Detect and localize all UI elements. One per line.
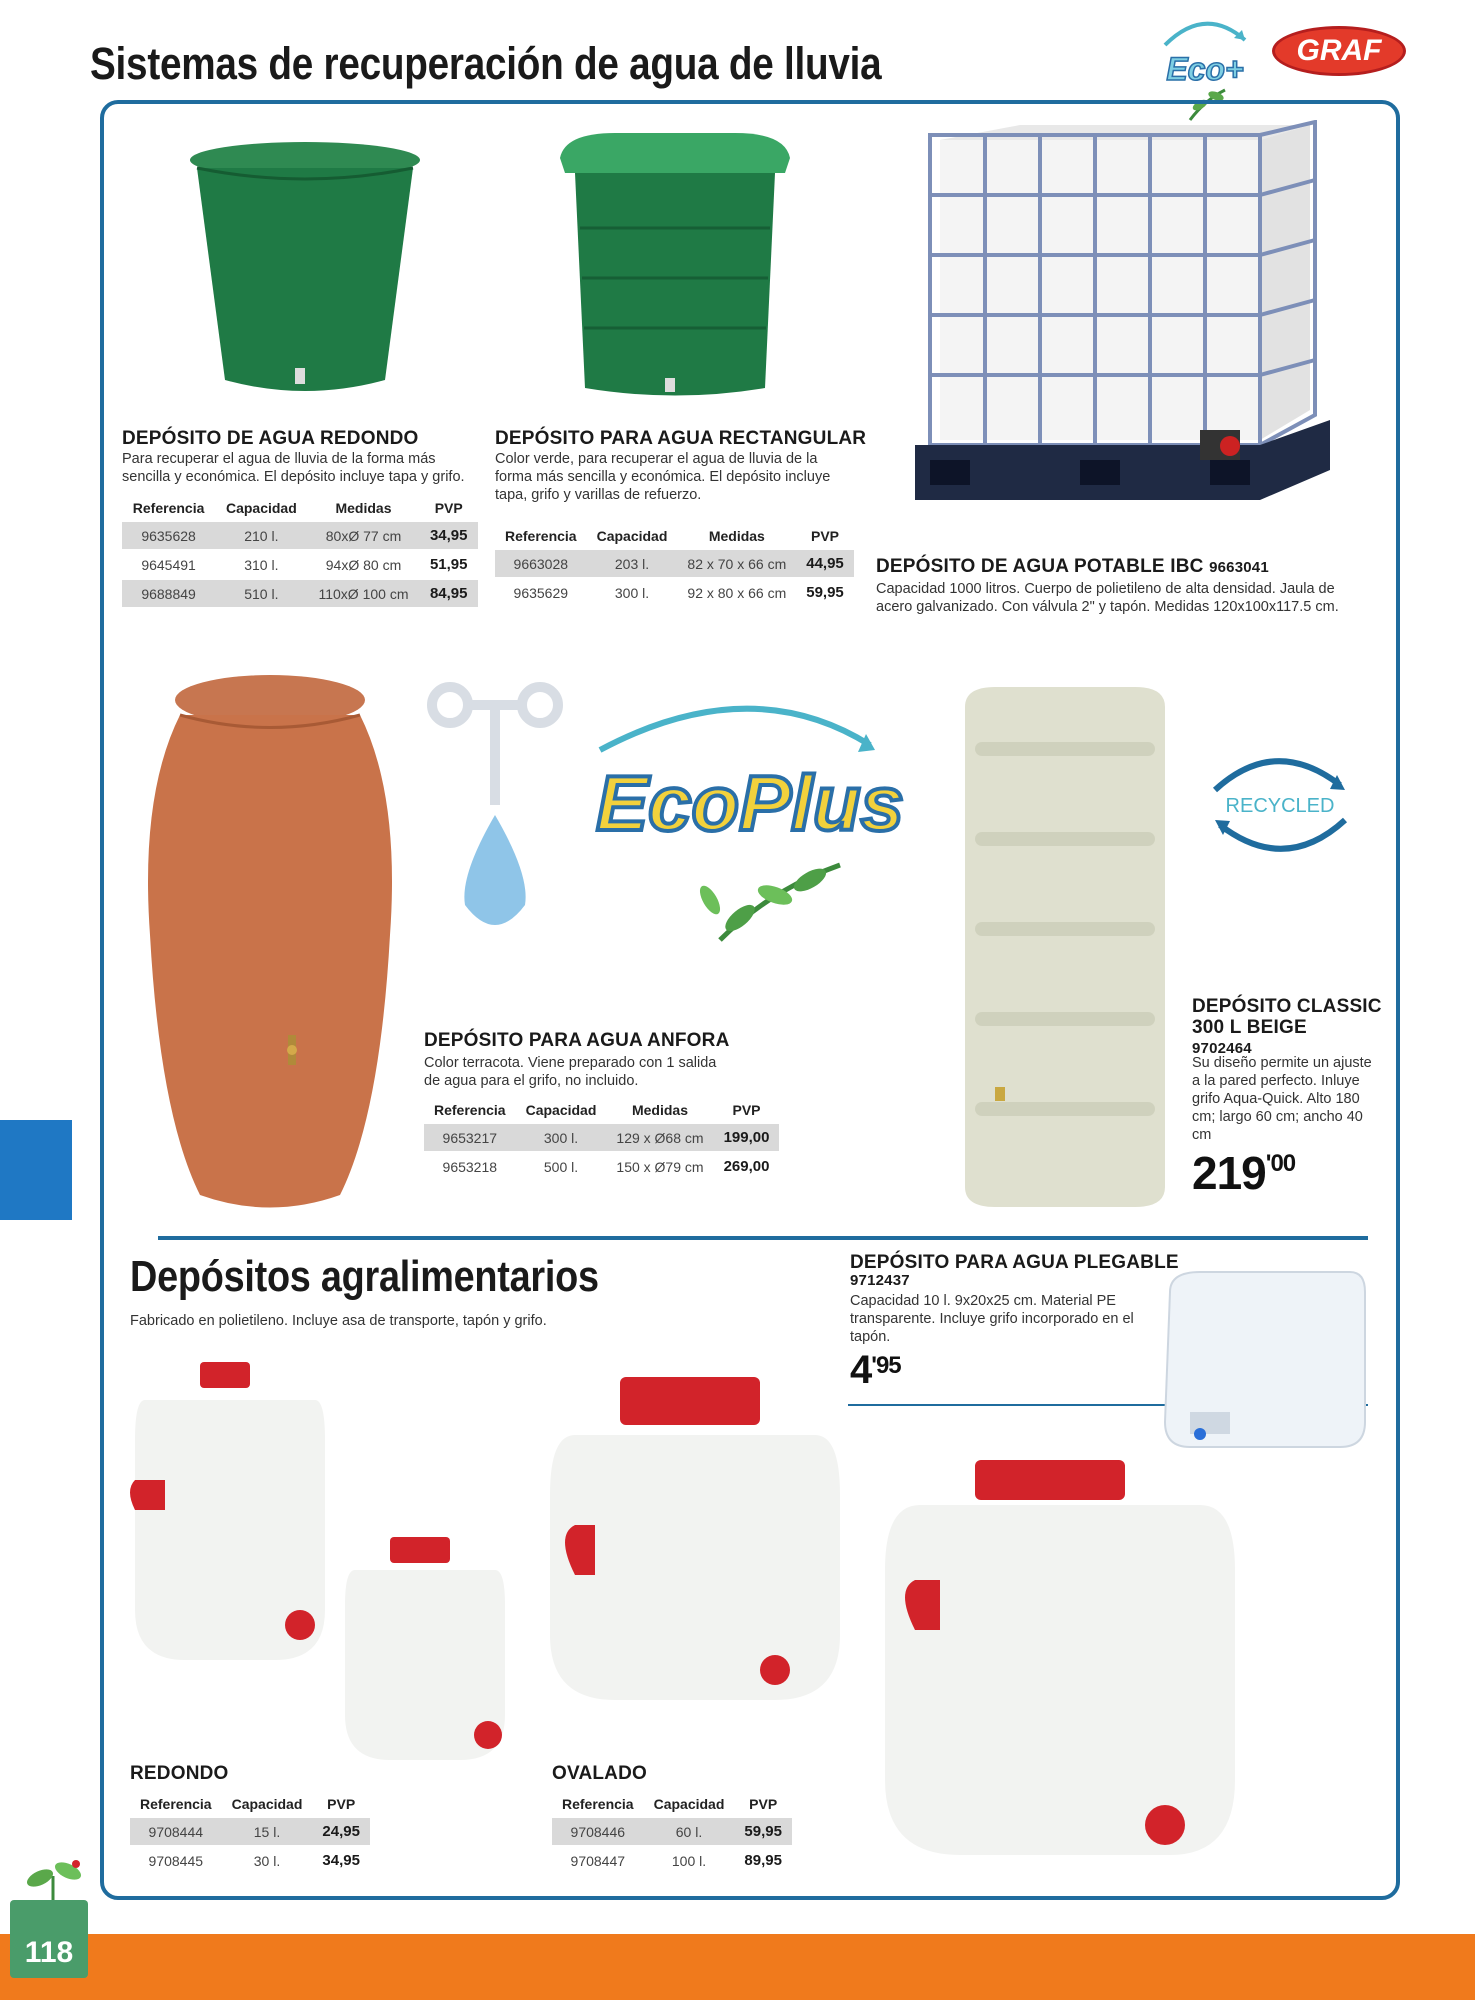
section-tab-marker xyxy=(0,1120,72,1220)
size-cell: 94xØ 80 cm xyxy=(308,550,420,579)
col-pvp: PVP xyxy=(434,500,463,516)
classic-description: Su diseño permite un ajuste a la pared perfecto. Inluye grifo Aqua-Quick. Alto 180 cm; largo 60 cm; ancho 40 cm xyxy=(1192,1055,1372,1143)
size-cell: 150 x Ø79 cm xyxy=(606,1152,713,1180)
capacity-cell: 203 l. xyxy=(587,549,678,578)
round-tank-image xyxy=(185,140,425,405)
classic-title-line1: DEPÓSITO CLASSIC xyxy=(1192,996,1382,1017)
price-cell: 59,95 xyxy=(796,578,854,606)
col-pvp: PVP xyxy=(749,1796,778,1812)
ibc-title: DEPÓSITO DE AGUA POTABLE IBC xyxy=(876,556,1204,577)
rectangular-tank-image xyxy=(555,128,795,413)
col-capacidad: Capacidad xyxy=(525,1102,597,1118)
section-divider xyxy=(158,1236,1368,1240)
ref-cell: 9708447 xyxy=(552,1846,644,1874)
col-capacidad: Capacidad xyxy=(231,1796,303,1812)
redondo-title: DEPÓSITO DE AGUA REDONDO xyxy=(122,428,419,449)
size-cell: 110xØ 100 cm xyxy=(308,579,420,607)
table-row xyxy=(130,1817,370,1846)
capacity-cell: 210 l. xyxy=(215,521,307,550)
table-row xyxy=(495,549,854,578)
plegable-title: DEPÓSITO PARA AGUA PLEGABLE xyxy=(850,1252,1179,1273)
col-referencia: Referencia xyxy=(434,1102,506,1118)
table-row xyxy=(424,1152,779,1180)
section-subtitle: Fabricado en polietileno. Incluye asa de transporte, tapón y grifo. xyxy=(130,1313,547,1329)
price-cell: 24,95 xyxy=(312,1817,370,1846)
page-title: Sistemas de recuperación de agua de lluvia xyxy=(90,38,882,89)
price-cell: 199,00 xyxy=(714,1123,780,1152)
ref-cell: 9645491 xyxy=(122,550,215,579)
ref-cell: 9708444 xyxy=(130,1817,222,1846)
price-cell: 51,95 xyxy=(419,550,478,579)
ovalado-barrel-large-image xyxy=(880,1440,1240,1865)
plegable-ref: 9712437 xyxy=(850,1272,910,1289)
redondo-barrel-large-image xyxy=(125,1360,335,1675)
size-cell: 92 x 80 x 66 cm xyxy=(677,578,796,606)
agro-redondo-title: REDONDO xyxy=(130,1763,229,1784)
capacity-cell: 500 l. xyxy=(516,1152,607,1180)
ovalado-barrel-medium-image xyxy=(545,1375,845,1710)
ecoplus-logo xyxy=(570,690,930,965)
anfora-title: DEPÓSITO PARA AGUA ANFORA xyxy=(424,1030,730,1051)
eco-plus-text: Eco+ xyxy=(1166,51,1244,87)
classic-tank-image xyxy=(955,682,1175,1217)
capacity-cell: 100 l. xyxy=(644,1846,735,1874)
ref-cell: 9708446 xyxy=(552,1817,644,1846)
price-cell: 44,95 xyxy=(796,549,854,578)
anfora-description: Color terracota. Viene preparado con 1 salida de agua para el grifo, no incluido. xyxy=(424,1055,717,1089)
plegable-price xyxy=(850,1348,901,1393)
redondo-description: Para recuperar el agua de lluvia de la forma más sencilla y económica. El depósito incluye tapa y grifo. xyxy=(122,451,465,485)
anfora-tank-image xyxy=(140,675,400,1220)
capacity-cell: 60 l. xyxy=(644,1817,735,1846)
classic-price-dec: '00 xyxy=(1265,1150,1296,1177)
col-medidas: Medidas xyxy=(335,500,392,516)
price-cell: 34,95 xyxy=(419,521,478,550)
redondo-barrel-small-image xyxy=(340,1535,515,1770)
size-cell: 80xØ 77 cm xyxy=(308,521,420,550)
capacity-cell: 15 l. xyxy=(222,1817,313,1846)
col-referencia: Referencia xyxy=(505,528,577,544)
plant-icon xyxy=(18,1856,88,1906)
ref-cell: 9635628 xyxy=(122,521,215,550)
ref-cell: 9653218 xyxy=(424,1152,516,1180)
price-cell: 269,00 xyxy=(714,1152,780,1180)
price-cell: 89,95 xyxy=(734,1846,792,1874)
anfora-table xyxy=(424,1098,779,1180)
capacity-cell: 300 l. xyxy=(516,1123,607,1152)
table-row xyxy=(424,1123,779,1152)
classic-ref: 9702464 xyxy=(1192,1040,1252,1057)
table-row xyxy=(495,578,854,606)
recycled-text: RECYCLED xyxy=(1225,795,1335,817)
price-cell: 34,95 xyxy=(312,1846,370,1874)
table-row xyxy=(122,521,478,550)
plegable-title-block xyxy=(850,1254,1179,1290)
col-referencia: Referencia xyxy=(562,1796,634,1812)
ecoplus-text: EcoPlus xyxy=(596,759,904,847)
ibc-title-row xyxy=(876,556,1269,578)
col-capacidad: Capacidad xyxy=(653,1796,725,1812)
col-medidas: Medidas xyxy=(631,1102,688,1118)
classic-title xyxy=(1192,996,1382,1059)
recycled-badge xyxy=(1185,745,1375,870)
ibc-description: Capacidad 1000 litros. Cuerpo de polietileno de alta densidad. Jaula de acero galvanizado. Con válvula 2" y tapón. Medidas 120x100x117.5 cm. xyxy=(876,581,1339,615)
ref-cell: 9708445 xyxy=(130,1846,222,1874)
ibc-tank-image xyxy=(910,120,1340,555)
size-cell: 129 x Ø68 cm xyxy=(606,1123,713,1152)
capacity-cell: 510 l. xyxy=(215,579,307,607)
col-capacidad: Capacidad xyxy=(596,528,668,544)
plegable-description: Capacidad 10 l. 9x20x25 cm. Material PE transparente. Incluye grifo incorporado en el tapón. xyxy=(850,1293,1134,1345)
rectangular-title: DEPÓSITO PARA AGUA RECTANGULAR xyxy=(495,428,867,449)
section-title: Depósitos agralimentarios xyxy=(130,1252,599,1301)
plegable-tank-image xyxy=(1150,1262,1370,1467)
ibc-ref: 9663041 xyxy=(1209,559,1269,576)
plegable-price-int: 4 xyxy=(850,1348,872,1392)
col-referencia: Referencia xyxy=(132,500,205,516)
graf-logo: GRAF xyxy=(1272,26,1406,76)
page-number: 118 xyxy=(10,1900,88,1978)
table-row xyxy=(130,1846,370,1874)
table-row xyxy=(552,1846,792,1874)
plegable-price-dec: '95 xyxy=(871,1352,901,1379)
rectangular-table xyxy=(495,524,854,606)
agro-ovalado-title: OVALADO xyxy=(552,1763,647,1784)
col-pvp: PVP xyxy=(732,1102,761,1118)
capacity-cell: 310 l. xyxy=(215,550,307,579)
capacity-cell: 300 l. xyxy=(587,578,678,606)
price-cell: 84,95 xyxy=(419,579,478,607)
agro-redondo-table xyxy=(130,1792,370,1874)
ref-cell: 9663028 xyxy=(495,549,587,578)
col-referencia: Referencia xyxy=(140,1796,212,1812)
classic-price-int: 219 xyxy=(1192,1147,1266,1199)
classic-title-line2: 300 L BEIGE xyxy=(1192,1017,1307,1038)
table-row xyxy=(122,579,478,607)
col-medidas: Medidas xyxy=(708,528,765,544)
ref-cell: 9635629 xyxy=(495,578,587,606)
agro-ovalado-table xyxy=(552,1792,792,1874)
footer-bar xyxy=(0,1934,1475,2000)
ref-cell: 9688849 xyxy=(122,579,215,607)
col-pvp: PVP xyxy=(327,1796,356,1812)
size-cell: 82 x 70 x 66 cm xyxy=(677,549,796,578)
redondo-table xyxy=(122,496,478,607)
table-row xyxy=(122,550,478,579)
ref-cell: 9653217 xyxy=(424,1123,516,1152)
col-pvp: PVP xyxy=(811,528,840,544)
price-cell: 59,95 xyxy=(734,1817,792,1846)
water-drop-icon xyxy=(420,675,570,960)
classic-price xyxy=(1192,1146,1295,1200)
capacity-cell: 30 l. xyxy=(222,1846,313,1874)
col-capacidad: Capacidad xyxy=(225,500,297,516)
table-row xyxy=(552,1817,792,1846)
rectangular-description: Color verde, para recuperar el agua de lluvia de la forma más sencilla y económica. El depósito incluye tapa, grifo y varillas de refuerzo. xyxy=(495,451,831,503)
